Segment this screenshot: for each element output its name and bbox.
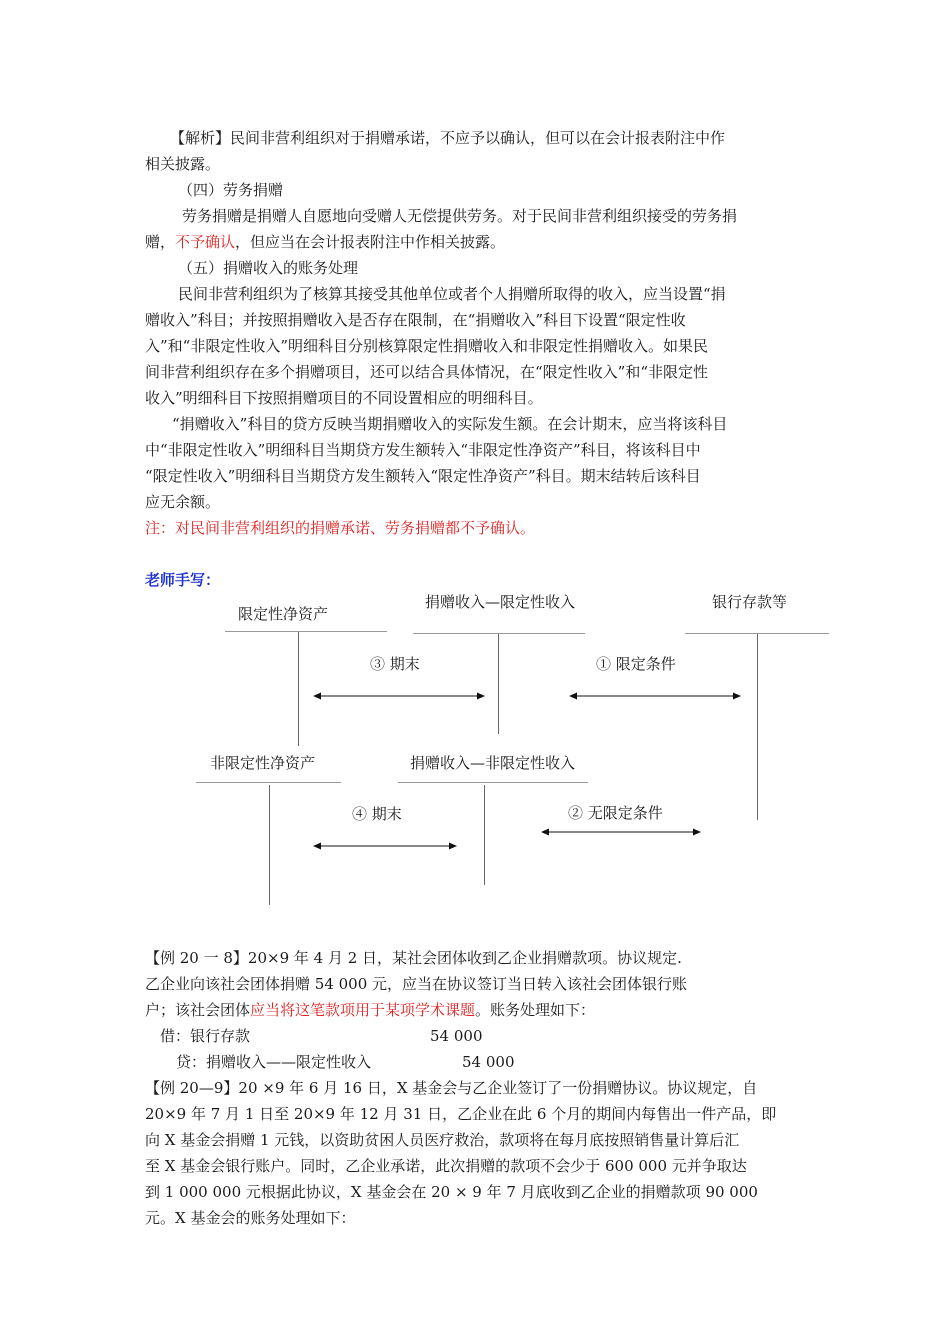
account-bank-deposits: 银行存款等: [712, 593, 788, 611]
t-account-stem: [269, 785, 270, 905]
example-8-line-1: 【例 20 一 8】20×9 年 4 月 2 日，某社会团体收到乙企业捐赠款项。协议规定.: [145, 949, 682, 967]
credit-line-3: “限定性收入”明细科目当期贷方发生额转入“限定性净资产”科目。期末结转后该科目: [145, 467, 701, 485]
arrow-label-restricted-condition: ① 限定条件: [596, 655, 676, 673]
t-account-stem: [484, 785, 485, 885]
teacher-handwritten-heading: 老师手写：: [145, 571, 221, 589]
t-account-bar: [413, 633, 585, 634]
arrow-label-period-end-4: ④ 期末: [352, 805, 402, 823]
account-donation-restricted: 捐赠收入—限定性收入: [425, 593, 576, 611]
arrow-label-period-end-3: ③ 期末: [370, 655, 420, 673]
t-account-stem: [298, 632, 299, 746]
accounting-line-2: 赠收入”科目；并按照捐赠收入是否存在限制，在“捐赠收入”科目下设置“限定性收: [145, 311, 686, 329]
t-account-stem: [498, 634, 499, 734]
t-account-stem: [757, 634, 758, 820]
accounting-line-4: 间非营利组织存在多个捐赠项目，还可以结合具体情况，在“限定性收入”和“非限定性: [145, 363, 709, 381]
analysis-line-1: 【解析】民间非营利组织对于捐赠承诺，不应予以确认，但可以在会计报表附注中作: [170, 129, 726, 147]
t-account-bar: [196, 782, 341, 783]
account-unrestricted-net-assets: 非限定性净资产: [210, 754, 316, 772]
example-9-line-5: 到 1 000 000 元根据此协议，X 基金会在 20 × 9 年 7 月底收到乙企业的捐赠款项 90 000: [145, 1183, 758, 1201]
analysis-line-2: 相关披露。: [145, 155, 221, 173]
note-line: 注：对民间非营利组织的捐赠承诺、劳务捐赠都不予确认。: [145, 519, 536, 537]
journal-credit-amount: 54 000: [462, 1053, 515, 1071]
credit-line-2: 中“非限定性收入”明细科目当期贷方发生额转入“非限定性净资产”科目，将该科目中: [145, 441, 701, 459]
labor-line-1: 劳务捐赠是捐赠人自愿地向受赠人无偿提供劳务。对于民间非营利组织接受的劳务捐: [182, 207, 738, 225]
journal-credit-account: 贷：捐赠收入——限定性收入: [176, 1053, 372, 1071]
arrow-period-end-4: [313, 841, 457, 851]
journal-debit-account: 借：银行存款: [160, 1027, 251, 1045]
arrow-restricted-condition: [569, 691, 741, 701]
not-recognized-highlight: 不予确认: [175, 233, 236, 251]
example-9-line-3: 向 X 基金会捐赠 1 元钱，以资助贫困人员医疗救治，款项将在每月底按照销售量计算后汇: [145, 1131, 740, 1149]
example-9-line-6: 元。X 基金会的账务处理如下：: [145, 1209, 356, 1227]
example-9-line-1: 【例 20—9】20 ×9 年 6 月 16 日，X 基金会与乙企业签订了一份捐赠协议。协议规定，自: [145, 1079, 758, 1097]
arrow-unrestricted-condition: [541, 827, 701, 837]
arrow-label-unrestricted-condition: ② 无限定条件: [568, 804, 663, 822]
t-account-bar: [225, 631, 387, 632]
academic-project-highlight: 应当将这笔款项用于某项学术课题: [250, 1001, 476, 1019]
account-donation-unrestricted: 捐赠收入—非限定性收入: [410, 754, 576, 772]
heading-donation-accounting: （五）捐赠收入的账务处理: [178, 259, 359, 277]
labor-line-2: 赠，不予确认，但应当在会计报表附注中作相关披露。: [145, 233, 506, 251]
credit-line-1: “捐赠收入”科目的贷方反映当期捐赠收入的实际发生额。在会计期末，应当将该科目: [172, 415, 728, 433]
t-account-bar: [398, 782, 588, 783]
example-8-line-3: 户；该社会团体应当将这笔款项用于某项学术课题。账务处理如下：: [145, 1001, 596, 1019]
example-9-line-4: 至 X 基金会银行账户。同时，乙企业承诺，此次捐赠的款项不会少于 600 000 元并争取达: [145, 1157, 747, 1175]
example-9-line-2: 20×9 年 7 月 1 日至 20×9 年 12 月 31 日，乙企业在此 6 个月的期间内每售出一件产品，即: [145, 1105, 777, 1123]
arrow-period-end-3: [313, 691, 485, 701]
credit-line-4: 应无余额。: [145, 493, 221, 511]
account-restricted-net-assets: 限定性净资产: [238, 605, 329, 623]
accounting-line-3: 入”和“非限定性收入”明细科目分别核算限定性捐赠收入和非限定性捐赠收入。如果民: [145, 337, 709, 355]
journal-debit-amount: 54 000: [430, 1027, 483, 1045]
example-8-line-2: 乙企业向该社会团体捐赠 54 000 元，应当在协议签订当日转入该社会团体银行账: [145, 975, 688, 993]
heading-labor-donation: （四）劳务捐赠: [178, 181, 284, 199]
accounting-line-5: 收入”明细科目下按照捐赠项目的不同设置相应的明细科目。: [145, 389, 543, 407]
accounting-line-1: 民间非营利组织为了核算其接受其他单位或者个人捐赠所取得的收入，应当设置“捐: [178, 285, 726, 303]
